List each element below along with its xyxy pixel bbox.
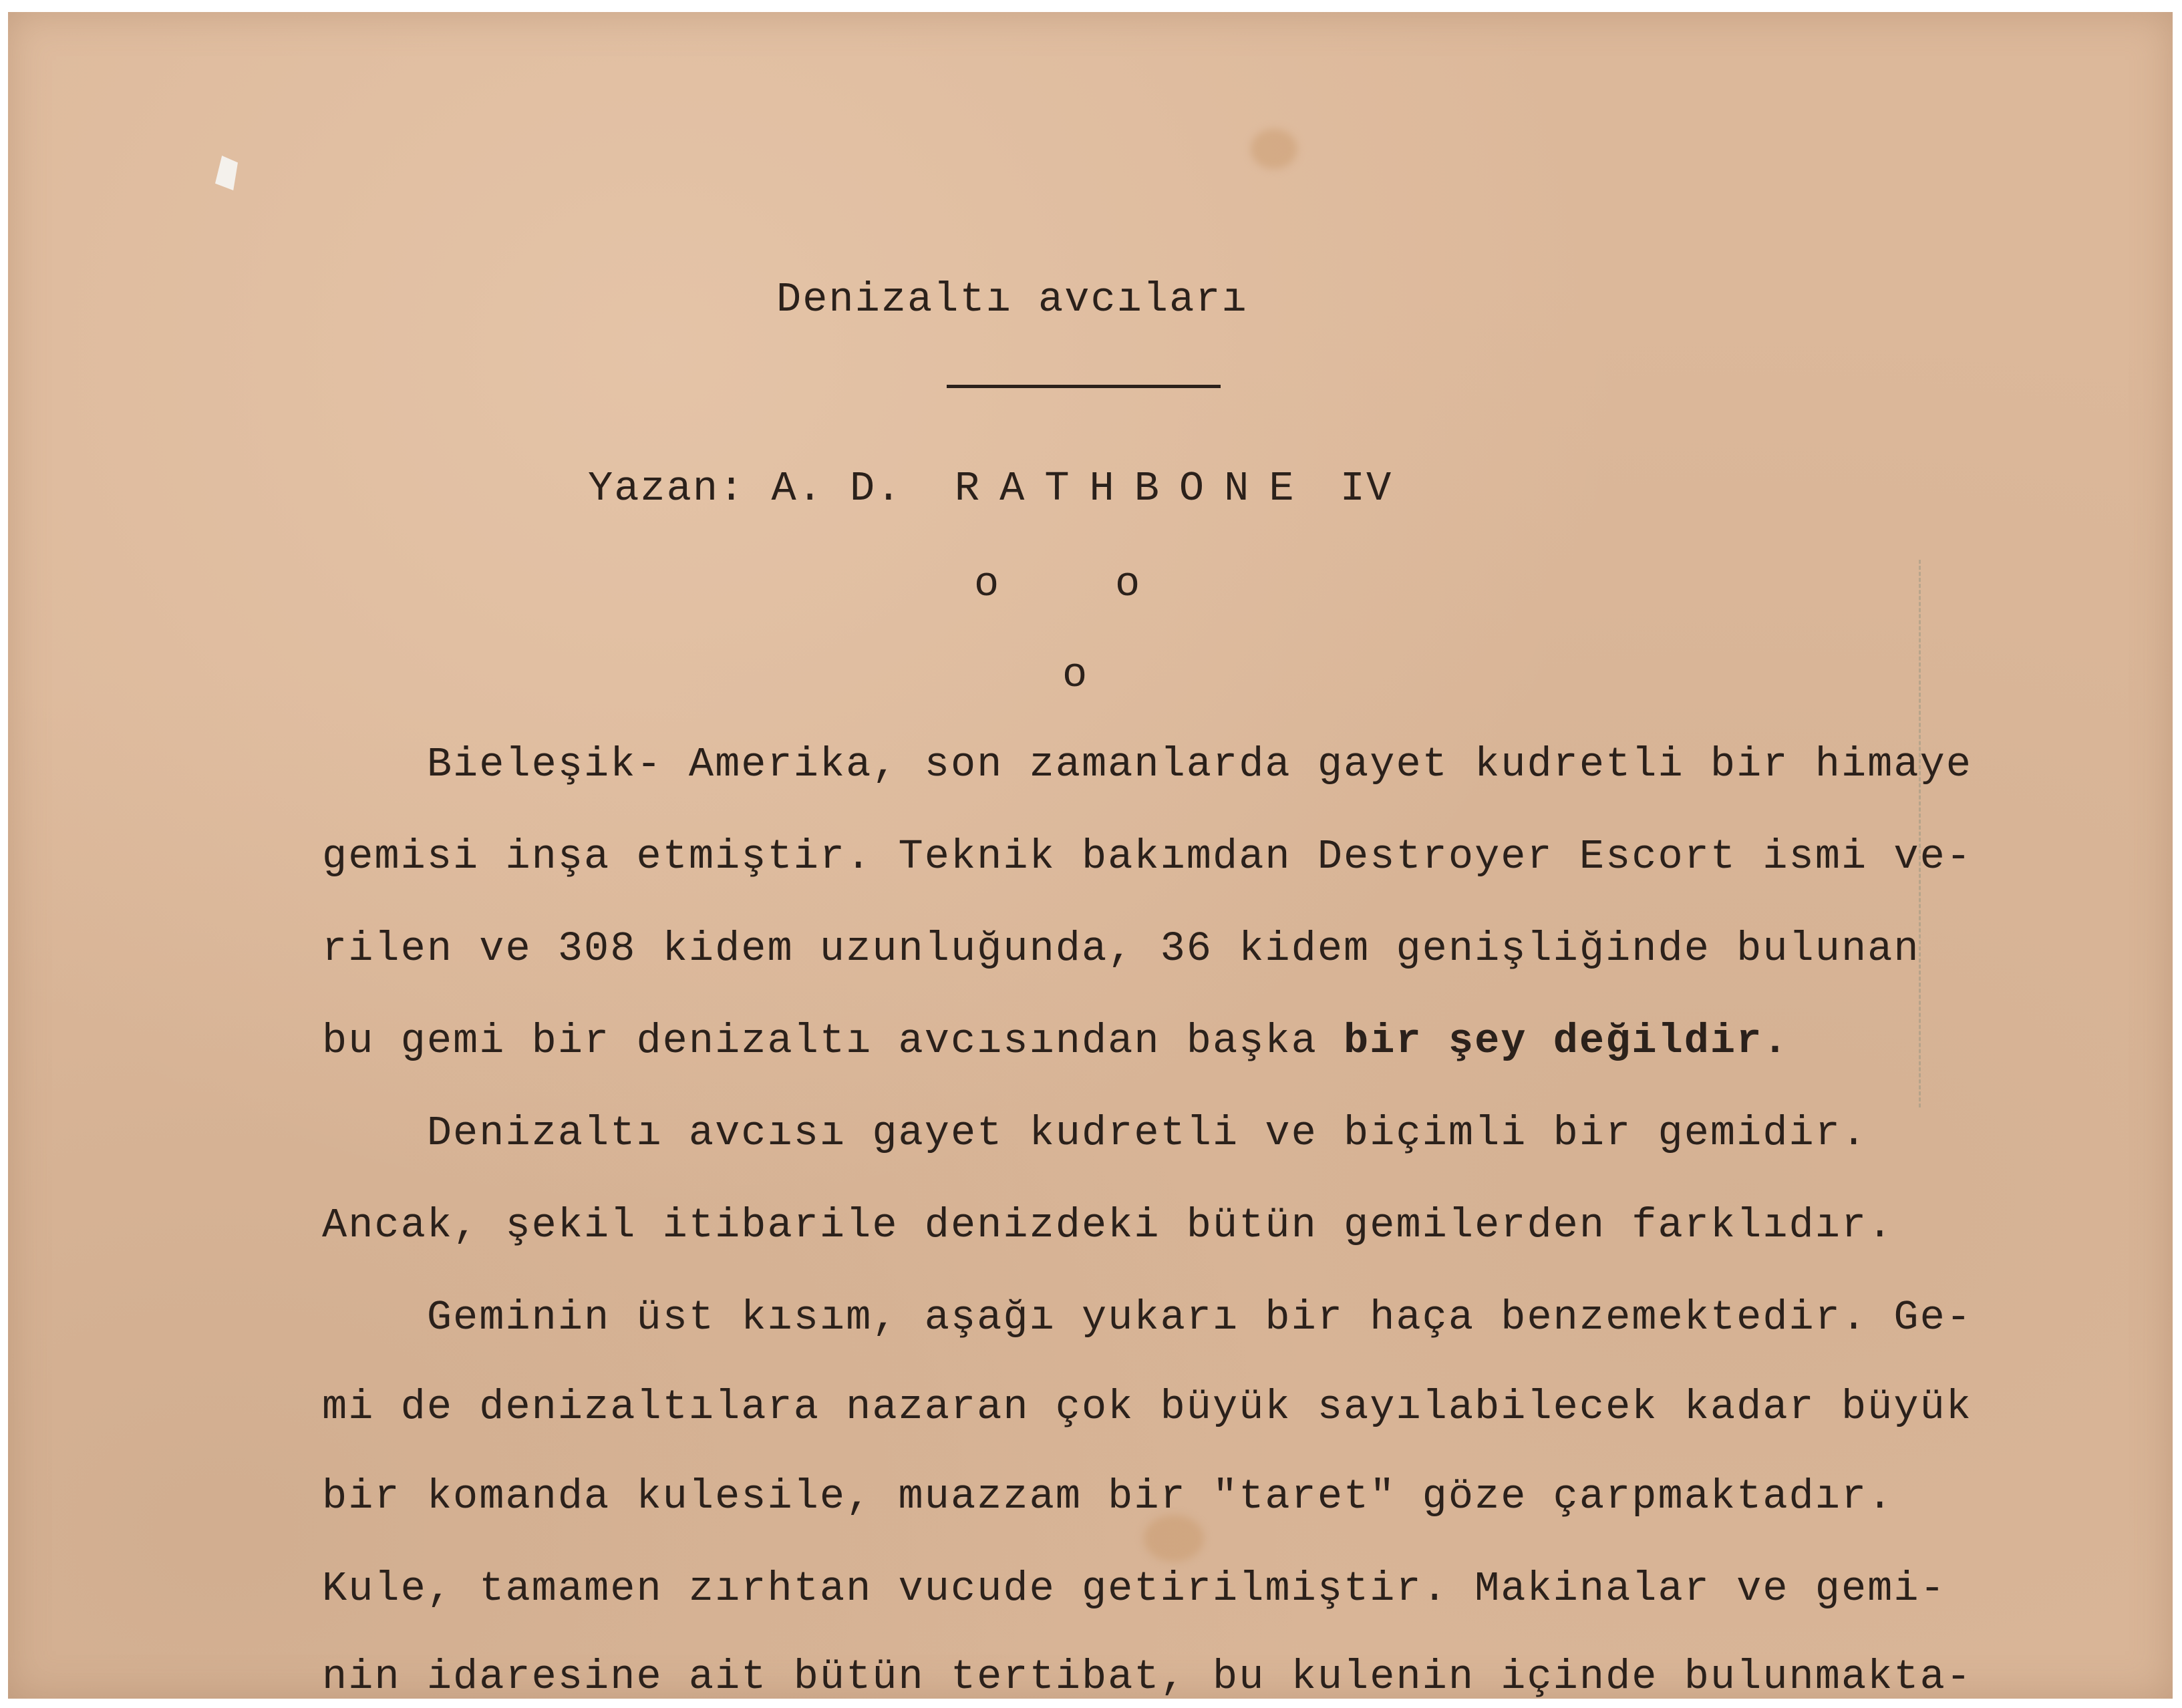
paper-sheet [8,12,2173,1699]
ornament: o [974,560,1001,608]
bold-text: bir şey değildir. [1344,1017,1789,1065]
byline-suffix: IV [1340,465,1393,512]
text-line [322,1017,1789,1065]
text-line: Kule, tamamen zırhtan vucude getirilmiştir. Makinalar ve gemi- [322,1565,1946,1612]
text-line: mi de denizaltılara nazaran çok büyük sayılabilecek kadar büyük [322,1383,1972,1431]
text-line: rilen ve 308 kidem uzunluğunda, 36 kidem genişliğinde bulunan [322,925,1920,973]
paper-chip [215,156,238,190]
text-line: nin idaresine ait bütün tertibat, bu kulenin içinde bulunmakta- [322,1653,1972,1699]
text-line: bir komanda kulesile, muazzam bir "taret" göze çarpmaktadır. [322,1473,1894,1520]
ornament: o [1115,560,1142,608]
ornament: o [1062,651,1089,699]
text-run: bu gemi bir denizaltı avcısından başka [322,1017,1344,1065]
stain [1251,129,1297,169]
title-underline [947,385,1221,388]
text-line: Denizaltı avcısı gayet kudretli ve biçimli bir gemidir. [322,1109,1868,1157]
text-line: gemisi inşa etmiştir. Teknik bakımdan Destroyer Escort ismi ve- [322,833,1972,880]
byline-name: RATHBONE [954,465,1314,512]
byline-prefix: Yazan: A. D. [588,465,903,512]
text-line: Geminin üst kısım, aşağı yukarı bir haça benzemektedir. Ge- [322,1294,1972,1341]
stain [1144,1515,1204,1562]
document-title: Denizaltı avcıları [776,276,1248,323]
text-line: Bieleşik- Amerika, son zamanlarda gayet kudretli bir himaye [322,741,1972,788]
byline [588,465,1393,512]
text-line: Ancak, şekil itibarile denizdeki bütün gemilerden farklıdır. [322,1202,1894,1249]
